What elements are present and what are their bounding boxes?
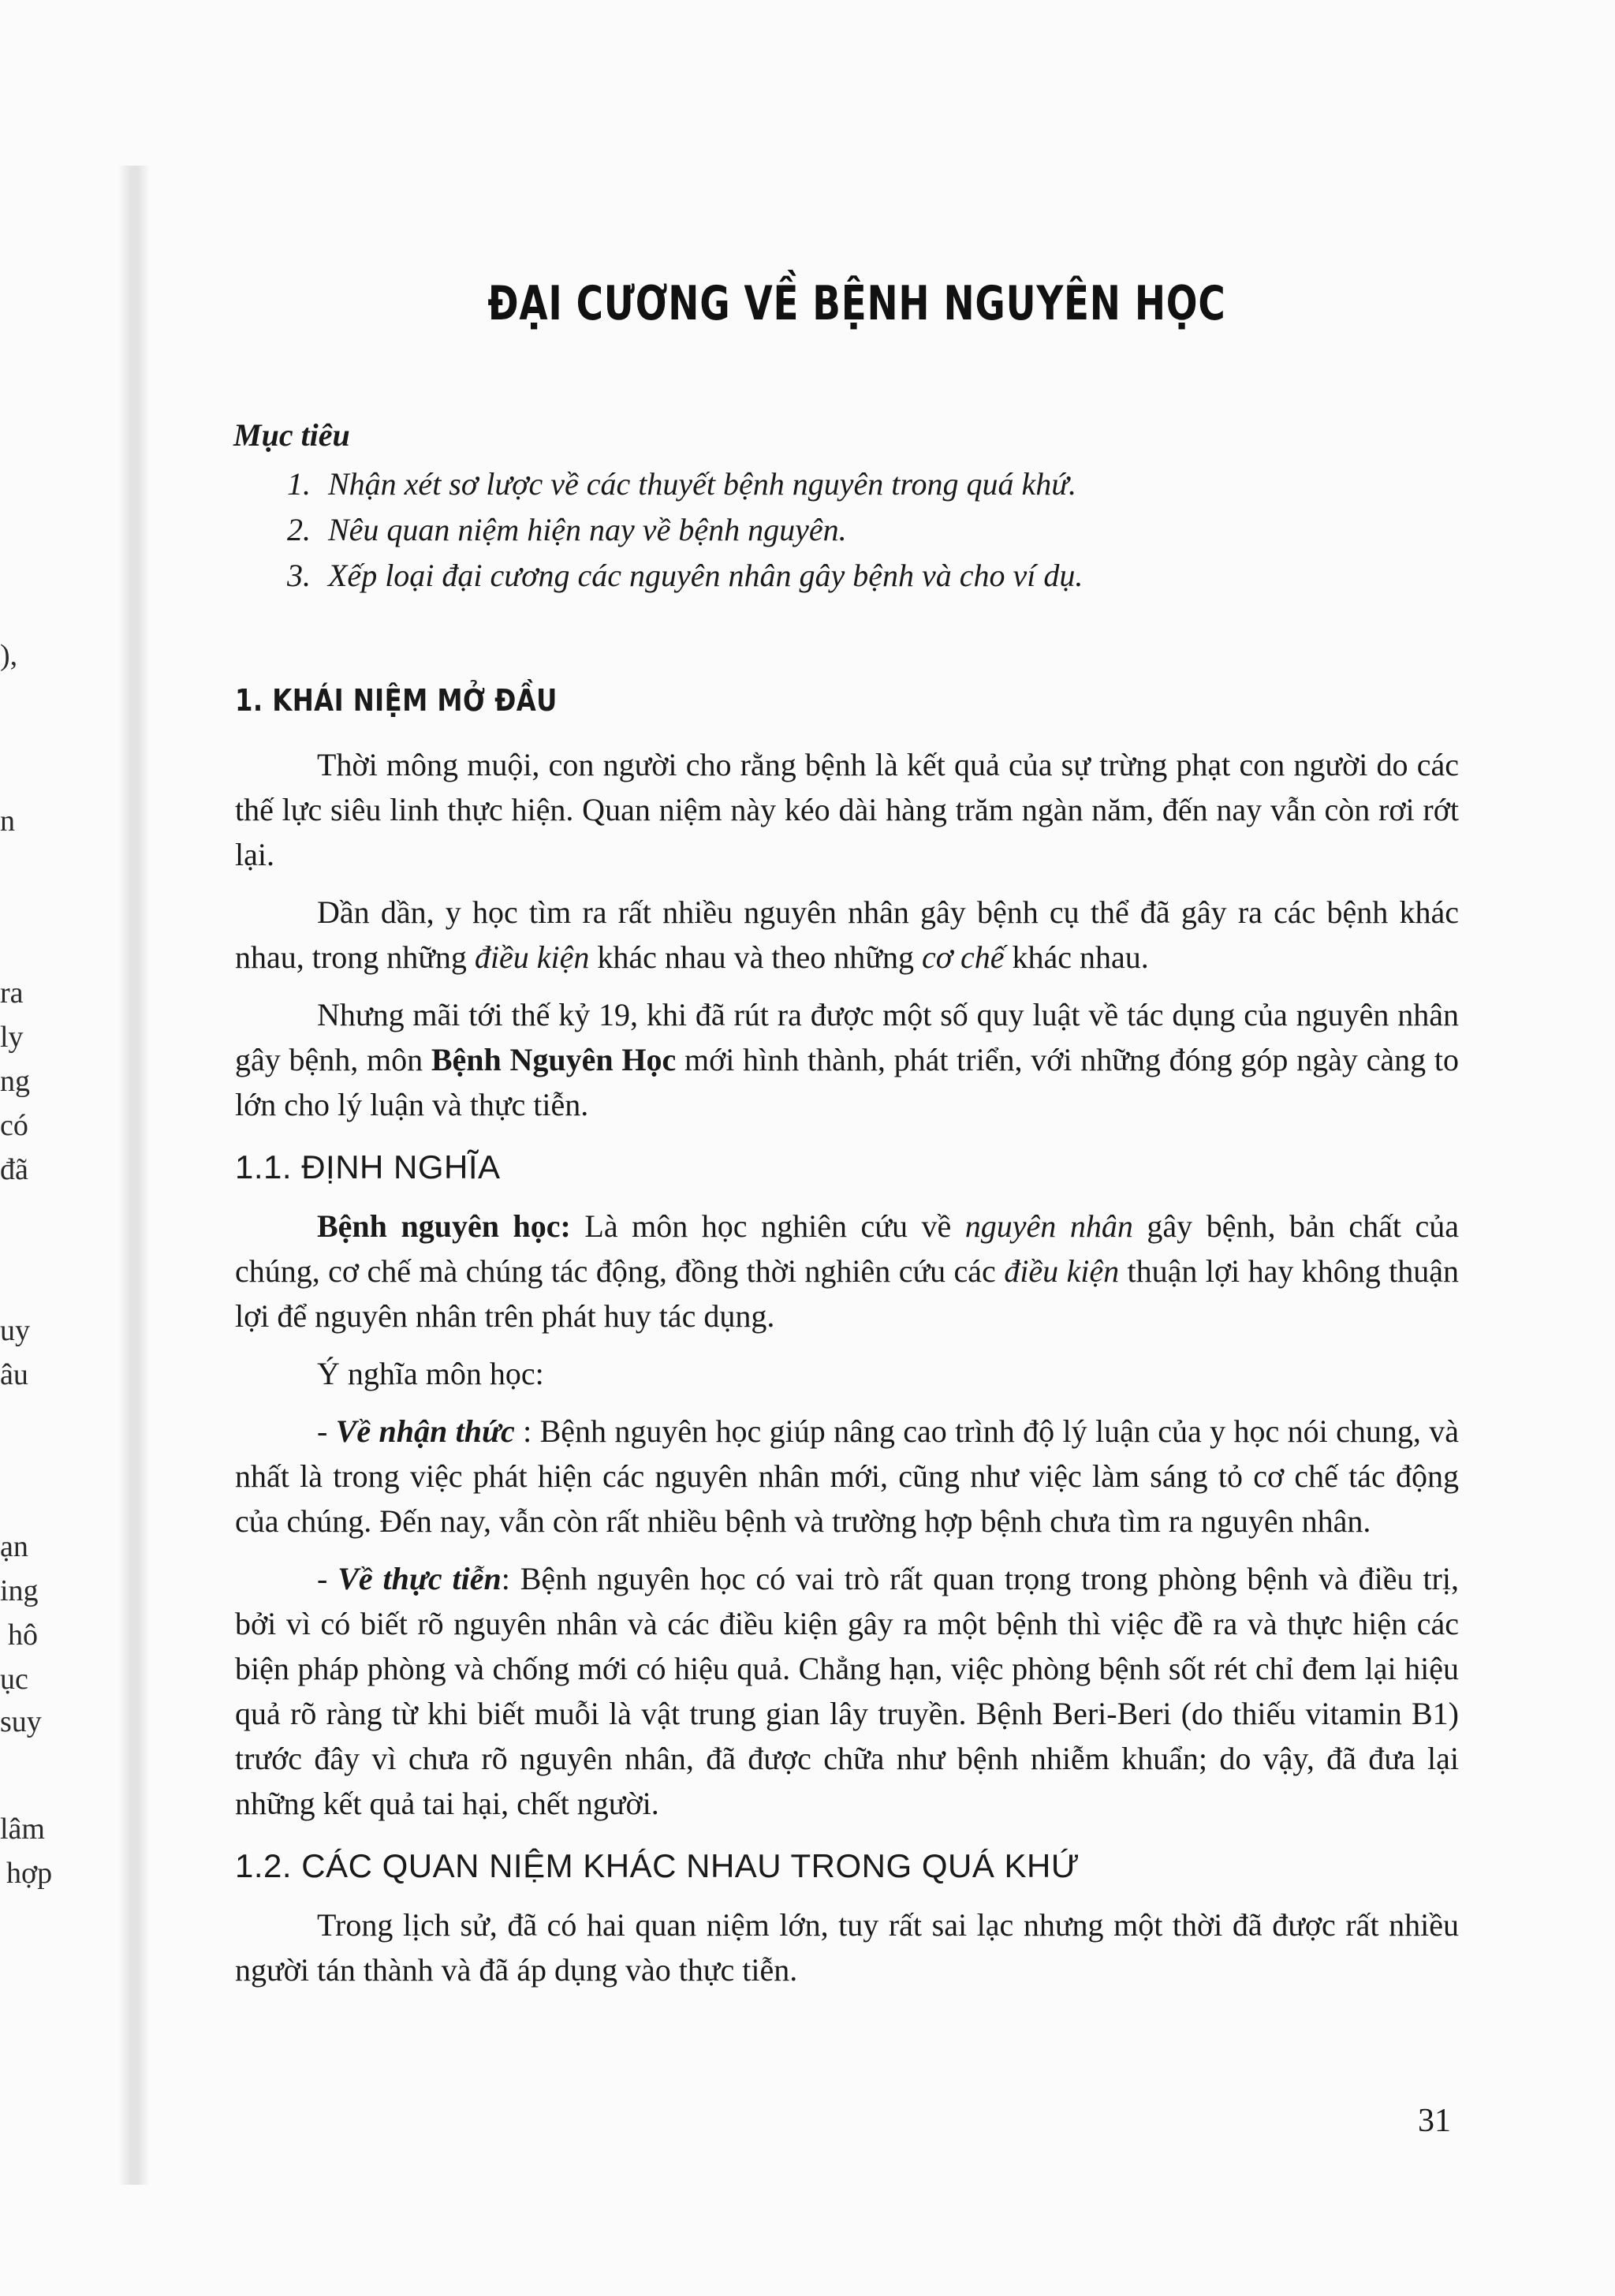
margin-fragment: lâm (0, 1813, 45, 1846)
objective-item: 3. Xếp loại đại cương các nguyên nhân gây bệnh và cho ví dụ. (319, 553, 1464, 599)
bold-term: Bệnh nguyên học: (317, 1208, 571, 1244)
margin-fragment: ng (0, 1065, 30, 1098)
paragraph: - Về nhận thức : Bệnh nguyên học giúp nâng cao trình độ lý luận của y học nói chung, và nhất là trong việc phát hiện các nguyên nhân mới, cũng như việc làm sáng tỏ cơ chế tác động của chúng. Đến nay, vẫn còn rất nhiều bệnh và trường hợp bệnh chưa tìm ra nguyên nhân. (235, 1413, 1459, 1539)
text-run: : Bệnh nguyên học giúp nâng cao trình độ lý luận của y học nói chung, và nhất là trong việc phát hiện các nguyên nhân mới, cũng như việc làm sáng tỏ cơ chế tác động của chúng. Đến nay, vẫn còn rất nhiều bệnh và trường hợp bệnh chưa tìm ra nguyên nhân. (235, 1413, 1459, 1539)
objectives (233, 416, 1464, 599)
subsection-heading-1-2: 1.2. CÁC QUAN NIỆM KHÁC NHAU TRONG QUÁ KHỨ (235, 1847, 1080, 1884)
margin-fragment: âu (0, 1358, 28, 1391)
text-run: khác nhau. (1004, 939, 1149, 975)
margin-fragment: ạn (0, 1530, 28, 1563)
italic-term: điều kiện (474, 939, 590, 975)
chapter-title: ĐẠI CƯƠNG VỀ BỆNH NGUYÊN HỌC (487, 276, 1226, 331)
objective-item: 2. Nêu quan niệm hiện nay về bệnh nguyên. (319, 507, 1464, 553)
margin-fragment: đã (0, 1153, 28, 1186)
paragraph: Ý nghĩa môn học: (317, 1356, 544, 1391)
text-run: khác nhau và theo những (589, 939, 922, 975)
objectives-list (233, 461, 1464, 599)
paragraph: Trong lịch sử, đã có hai quan niệm lớn, tuy rất sai lạc nhưng một thời đã được rất nhiều người tán thành và đã áp dụng vào thực tiễn. (235, 1907, 1459, 1988)
objectives-label: Mục tiêu (233, 417, 350, 453)
paragraph: - Về thực tiễn: Bệnh nguyên học có vai trò rất quan trọng trong phòng bệnh và điều trị, bởi vì có biết rõ nguyên nhân và các điều kiện gây ra một bệnh thì việc đề ra và thực hiện các biện pháp phòng và chống mới có hiệu quả. Chẳng hạn, việc phòng bệnh sốt rét chỉ đem lại hiệu quả rõ ràng từ khi biết muỗi là vật trung gian lây truyền. Bệnh Beri-Beri (do thiếu vitamin B1) trước đây vì chưa rõ nguyên nhân, đã được chữa như bệnh nhiễm khuẩn; do vậy, đã đưa lại những kết quả tai hại, chết người. (235, 1561, 1459, 1821)
italic-term: cơ chế (921, 939, 1005, 975)
text-run: Nhưng mãi tới thế kỷ 19, khi đã rút ra được một số quy luật về tác dụng của nguyên nhân gây bệnh, môn (235, 997, 1459, 1077)
page-number: 31 (1418, 2103, 1451, 2139)
margin-fragment: uy (0, 1314, 30, 1347)
bold-italic-term: Về thực tiễn (338, 1561, 502, 1596)
text-run: Dần dần, y học tìm ra rất nhiều nguyên nhân gây bệnh cụ thể đã gây ra các bệnh khác nhau, trong những (235, 894, 1459, 975)
margin-fragment: ục (0, 1663, 28, 1696)
subsection-heading-1-1: 1.1. ĐỊNH NGHĨA (235, 1148, 501, 1185)
margin-fragment: ), (0, 639, 18, 672)
definition-paragraph (235, 1204, 1459, 1338)
text-run: Là môn học nghiên cứu về (570, 1208, 965, 1244)
paragraph (235, 992, 1459, 1127)
margin-fragment: ra (0, 976, 24, 1010)
italic-term: nguyên nhân (964, 1208, 1133, 1244)
bold-term: Bệnh Nguyên Học (431, 1042, 677, 1077)
binding-shadow (118, 166, 150, 2185)
chapter-body (235, 678, 1459, 2005)
previous-page-margin (0, 0, 63, 2296)
margin-fragment: suy (0, 1705, 42, 1738)
paragraph (235, 890, 1459, 980)
text-run: mới hình thành, phát triển, với những đóng góp ngày càng to lớn cho lý luận và thực tiễn. (235, 1042, 1459, 1122)
italic-term: điều kiện (1004, 1253, 1120, 1289)
objective-item: 1. Nhận xét sơ lược về các thuyết bệnh nguyên trong quá khứ. (319, 461, 1464, 507)
margin-fragment: n (0, 805, 15, 838)
margin-fragment: hợp (6, 1857, 53, 1890)
paragraph: Thời mông muội, con người cho rằng bệnh là kết quả của sự trừng phạt con người do các thế lực siêu linh thực hiện. Quan niệm này kéo dài hàng trăm ngàn năm, đến nay vẫn còn rơi rớt lại. (235, 747, 1459, 872)
text-run: gây bệnh, bản chất của chúng, cơ chế mà chúng tác động, đồng thời nghiên cứu các (235, 1208, 1459, 1289)
section-heading-1: 1. KHÁI NIỆM MỞ ĐẦU (235, 683, 558, 718)
bold-italic-term: Về nhận thức (335, 1413, 515, 1449)
margin-fragment: có (0, 1109, 28, 1142)
margin-fragment: hô (8, 1618, 38, 1652)
text-run: : Bệnh nguyên học có vai trò rất quan trọng trong phòng bệnh và điều trị, bởi vì có biết rõ nguyên nhân và các điều kiện gây ra một bệnh thì việc đề ra và thực hiện các biện pháp phòng và chống mới có hiệu quả. Chẳng hạn, việc phòng bệnh sốt rét chỉ đem lại hiệu quả rõ ràng từ khi biết muỗi là vật trung gian lây truyền. Bệnh Beri-Beri (do thiếu vitamin B1) trước đây vì chưa rõ nguyên nhân, đã được chữa như bệnh nhiễm khuẩn; do vậy, đã đưa lại những kết quả tai hại, chết người. (235, 1561, 1459, 1821)
text-run: thuận lợi hay không thuận lợi để nguyên nhân trên phát huy tác dụng. (235, 1253, 1459, 1334)
margin-fragment: ly (0, 1021, 24, 1054)
margin-fragment: ing (0, 1574, 39, 1607)
